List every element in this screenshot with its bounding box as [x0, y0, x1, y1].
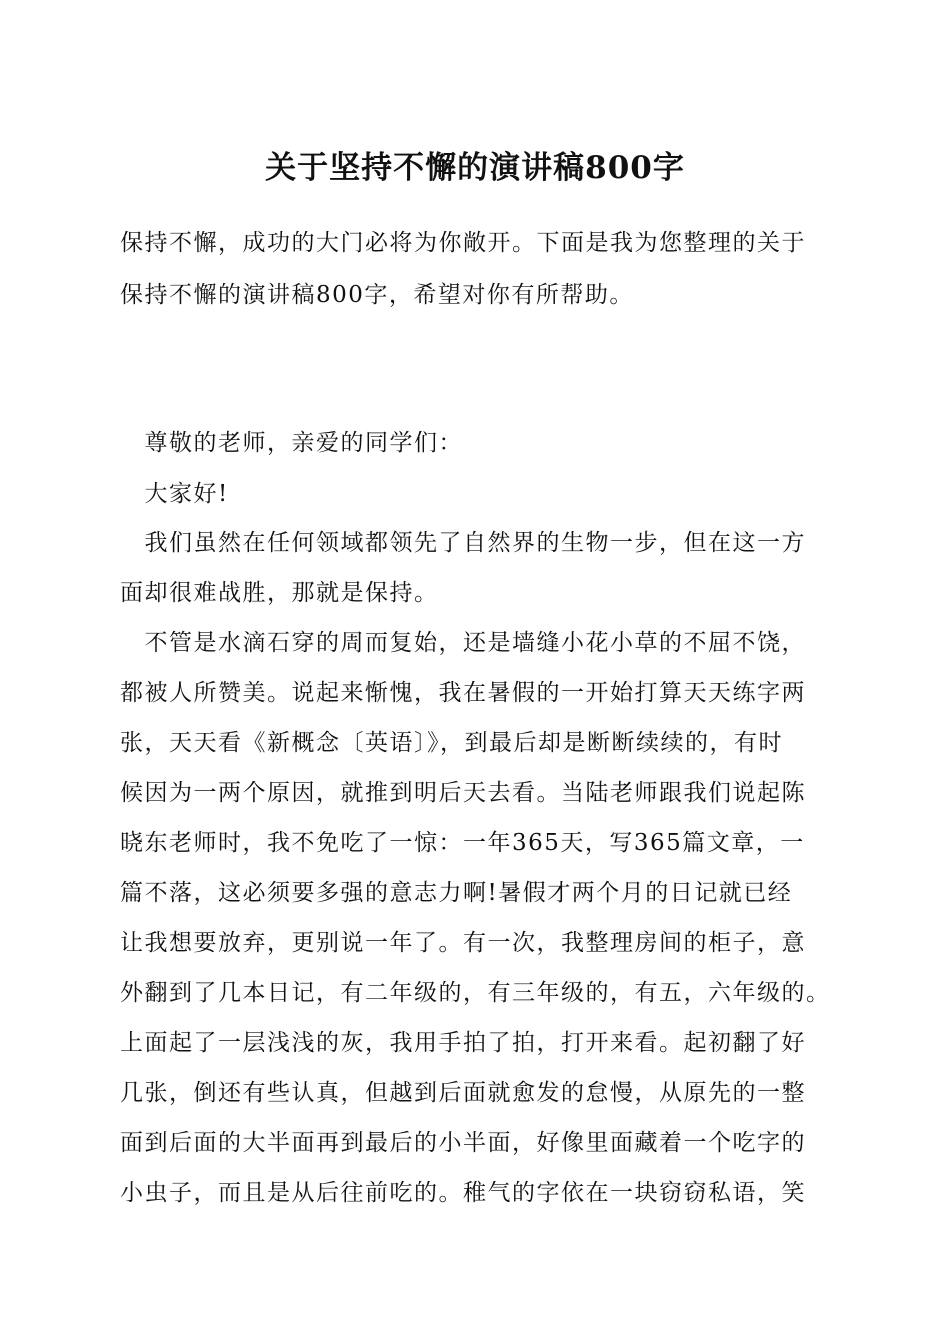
body-line: 面却很难战胜，那就是保持。: [120, 580, 439, 606]
body-line: 上面起了一层浅浅的灰，我用手拍了拍，打开来看。起初翻了好: [120, 1030, 806, 1056]
body-line: 小虫子，而且是从后往前吃的。稚气的字依在一块窃窃私语，笑: [120, 1180, 806, 1206]
body-line: 让我想要放弃，更别说一年了。有一次，我整理房间的柜子，意: [120, 930, 806, 956]
body-line: 张，天天看《新概念〔英语〕》，到最后却是断断续续的，有时: [120, 730, 783, 756]
body-line: 外翻到了几本日记，有二年级的，有三年级的，有五，六年级的。: [120, 980, 831, 1006]
body-line: 晓东老师时，我不免吃了一惊：一年365天，写365篇文章，一: [120, 830, 805, 856]
body-line: 几张，倒还有些认真，但越到后面就愈发的怠慢，从原先的一整: [120, 1080, 806, 1106]
salutation-line: 尊敬的老师，亲爱的同学们：: [120, 430, 463, 456]
body-line: 不管是水滴石穿的周而复始，还是墙缝小花小草的不屈不饶，: [120, 630, 806, 656]
intro-line: 保持不懈，成功的大门必将为你敞开。下面是我为您整理的关于: [120, 230, 806, 256]
body-line: 我们虽然在任何领域都领先了自然界的生物一步，但在这一方: [120, 530, 806, 556]
greeting-line: 大家好!: [120, 481, 229, 507]
body-line: 篇不落，这必须要多强的意志力啊!暑假才两个月的日记就已经: [120, 880, 793, 906]
intro-line: 保持不懈的演讲稿800字，希望对你有所帮助。: [120, 282, 634, 308]
body-line: 候因为一两个原因，就推到明后天去看。当陆老师跟我们说起陈: [120, 780, 806, 806]
document-title: 关于坚持不懈的演讲稿800字: [265, 150, 685, 186]
body-line: 面到后面的大半面再到最后的小半面，好像里面藏着一个吃字的: [120, 1130, 806, 1156]
body-line: 都被人所赞美。说起来惭愧，我在暑假的一开始打算天天练字两: [120, 680, 806, 706]
